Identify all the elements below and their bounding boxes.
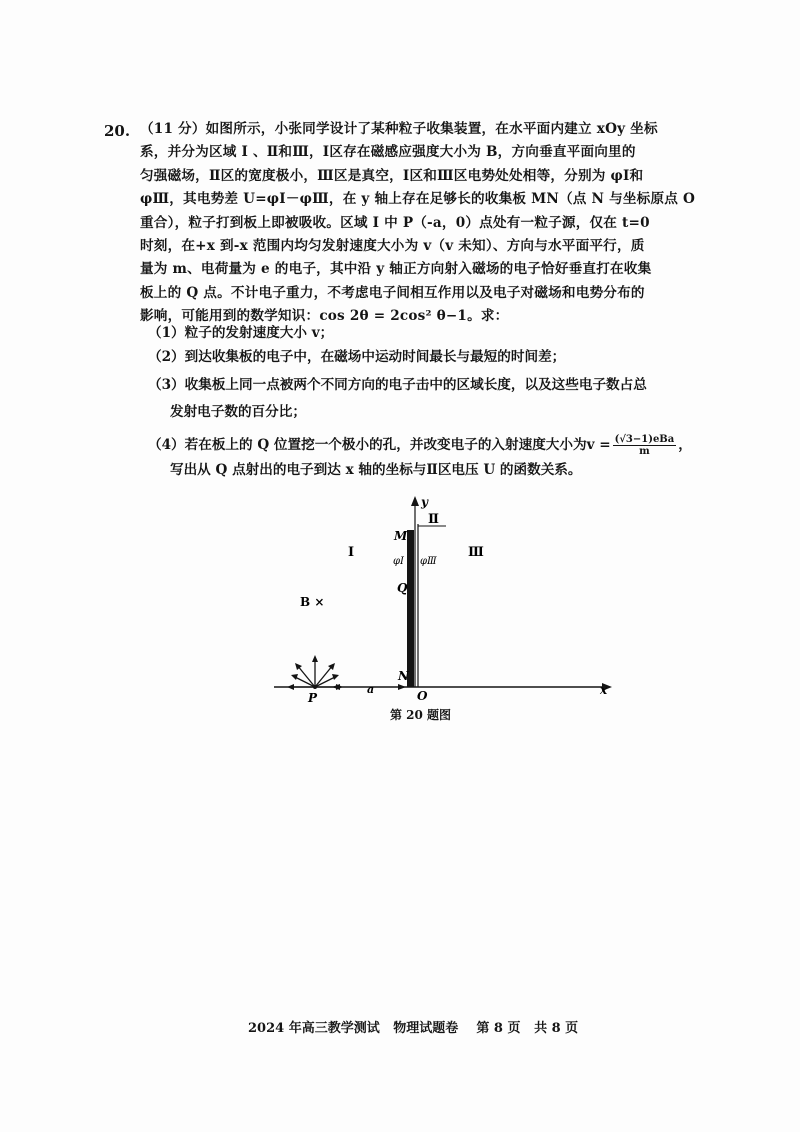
stem-line: 重合），粒子打到板上即被吸收。区域 Ⅰ 中 P（-a，0）点处有一粒子源，仅在 t=0 bbox=[140, 214, 650, 231]
region-3-label: Ⅲ bbox=[468, 545, 484, 560]
phi-3-label: φⅢ bbox=[420, 556, 437, 567]
stem-line: 时刻，在+x 到-x 范围内均匀发射速度大小为 v（v 未知）、方向与水平面平行，质 bbox=[140, 238, 645, 255]
stem-line: 量为 m、电荷量为 e 的电子，其中沿 y 轴正方向射入磁场的电子恰好垂直打在收集 bbox=[140, 261, 652, 278]
stem-line: φⅢ，其电势差 U=φⅠ－φⅢ，在 y 轴上存在足够长的收集板 MN（点 N 与坐标原点 O bbox=[140, 191, 696, 208]
point-m-label: M bbox=[394, 529, 408, 543]
figure-caption: 第 20 题图 bbox=[390, 708, 452, 722]
particle-source-fan bbox=[290, 658, 340, 687]
y-axis-label: y bbox=[421, 495, 428, 509]
fraction-numerator: (√3−1)eBa bbox=[614, 434, 675, 445]
sub-question-4-line1 bbox=[148, 434, 708, 457]
y-axis-arrow-icon bbox=[411, 496, 419, 506]
stem-line: （11 分）如图所示，小张同学设计了某种粒子收集装置，在水平面内建立 xOy 坐标 bbox=[140, 121, 658, 137]
arrowhead-right-icon bbox=[398, 684, 406, 690]
sub-question-3-text-cont: 发射电子数的百分比； bbox=[170, 404, 306, 420]
figure-diagram bbox=[260, 490, 620, 730]
sub-question-4-text: （4）若在板上的 Q 位置挖一个极小的孔，并改变电子的入射速度大小为v = bbox=[148, 437, 611, 453]
stem-line: 板上的 Q 点。不计电子重力，不考虑电子间相互作用以及电子对磁场和电势分布的 bbox=[140, 284, 645, 301]
region-1-label: Ⅰ bbox=[348, 545, 355, 560]
distance-a-label: a bbox=[367, 683, 375, 696]
page-footer: 2024 年高三教学测试 物理试题卷 第 8 页 共 8 页 bbox=[248, 1021, 579, 1036]
point-p-label: P bbox=[308, 691, 318, 705]
velocity-fraction bbox=[613, 434, 677, 457]
x-axis-label: x bbox=[600, 683, 608, 697]
sub-question-4 bbox=[148, 434, 708, 482]
question-stem bbox=[140, 118, 700, 329]
sub-question-3-text: （3）收集板上同一点被两个不同方向的电子击中的区域长度，以及这些电子数占总 bbox=[148, 377, 647, 393]
origin-label: O bbox=[417, 689, 428, 703]
sub-question-4-punct: ， bbox=[678, 437, 692, 453]
fraction-denominator: m bbox=[639, 446, 650, 457]
sub-question-4-text-cont: 写出从 Q 点射出的电子到达 x 轴的坐标与Ⅱ区电压 U 的函数关系。 bbox=[170, 462, 582, 478]
point-n-label: N bbox=[398, 669, 409, 683]
sub-question-1 bbox=[148, 322, 708, 345]
phi-1-label: φⅠ bbox=[393, 556, 404, 567]
stem-line: 匀强磁场，Ⅱ区的宽度极小，Ⅲ区是真空，Ⅰ区和Ⅲ区电势处处相等，分别为 φⅠ和 bbox=[140, 167, 644, 184]
sub-question-3 bbox=[148, 374, 708, 424]
collector-plate bbox=[407, 530, 414, 687]
question-number: 20. bbox=[104, 122, 131, 140]
point-q-label: Q bbox=[397, 581, 408, 595]
sub-question-2 bbox=[148, 346, 708, 369]
region-2-label: Ⅱ bbox=[428, 512, 439, 527]
sub-question-2-text: （2）到达收集板的电子中，在磁场中运动时间最长与最短的时间差； bbox=[148, 349, 566, 365]
stem-line: 影响，可能用到的数学知识：cos 2θ = 2cos² θ−1。求： bbox=[140, 308, 509, 325]
magnetic-field-label: B × bbox=[300, 595, 325, 609]
point-p-dot bbox=[313, 685, 317, 689]
sub-question-1-text: （1）粒子的发射速度大小 v； bbox=[148, 325, 334, 341]
stem-line: 系，并分为区域 Ⅰ 、Ⅱ和Ⅲ，Ⅰ区存在磁感应强度大小为 B，方向垂直平面向里的 bbox=[140, 144, 636, 161]
